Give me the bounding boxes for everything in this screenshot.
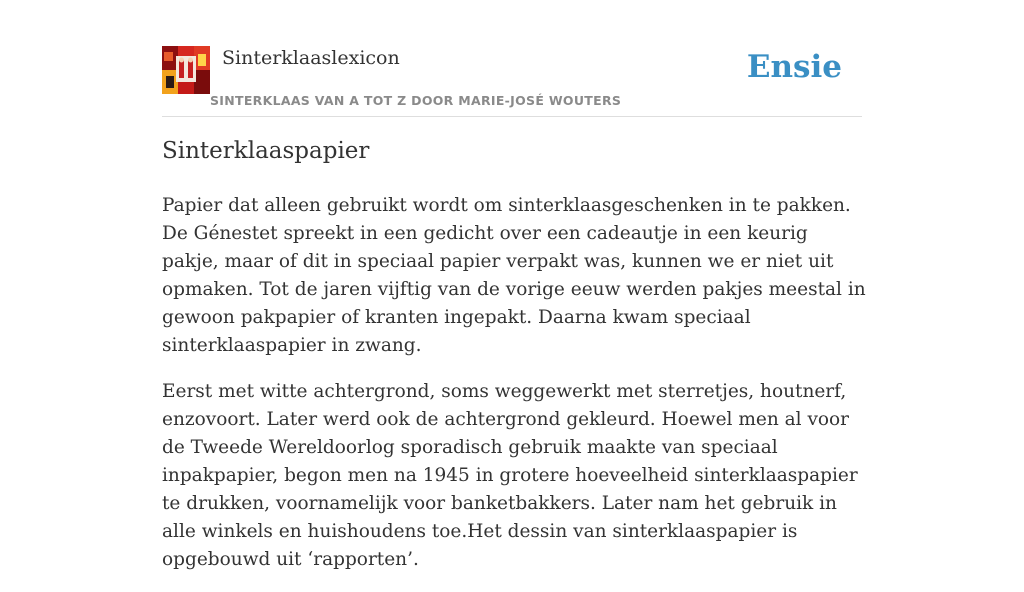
article-body (162, 192, 866, 592)
site-name-link[interactable]: Sinterklaaslexicon (222, 47, 400, 69)
paragraph: Papier dat alleen gebruikt wordt om sinterklaasgeschenken in te pakken. De Génestet spreekt in een gedicht over een cadeautje in een keurig pakje, maar of dit in speciaal papier verpakt was, kunnen we er niet uit opmaken. Tot de jaren vijftig van de vorige eeuw werden pakjes meestal in gewoon pakpapier of kranten ingepakt. Daarna kwam speciaal sinterklaaspapier in zwang. (162, 195, 866, 356)
page-title: Sinterklaaspapier (162, 138, 370, 164)
site-header (162, 46, 862, 117)
site-subtitle: SINTERKLAAS VAN A TOT Z DOOR MARIE-JOSÉ WOUTERS (210, 93, 622, 108)
paragraph: Eerst met witte achtergrond, soms weggewerkt met sterretjes, houtnerf, enzovoort. Later werd ook de achtergrond gekleurd. Hoewel men al voor de Tweede Wereldoorlog sporadisch gebruik maakte van speciaal inpakpapier, begon men na 1945 in grotere hoeveelheid sinterklaaspapier te drukken, voornamelijk voor banketbakkers. Later nam het gebruik in alle winkels en huishoudens toe.Het dessin van sinterklaaspapier is opgebouwd uit ‘rapporten’. (162, 381, 858, 570)
lexicon-avatar-image (162, 46, 210, 94)
ensie-logo[interactable]: Ensie (746, 49, 842, 85)
lexicon-avatar[interactable] (162, 46, 210, 94)
